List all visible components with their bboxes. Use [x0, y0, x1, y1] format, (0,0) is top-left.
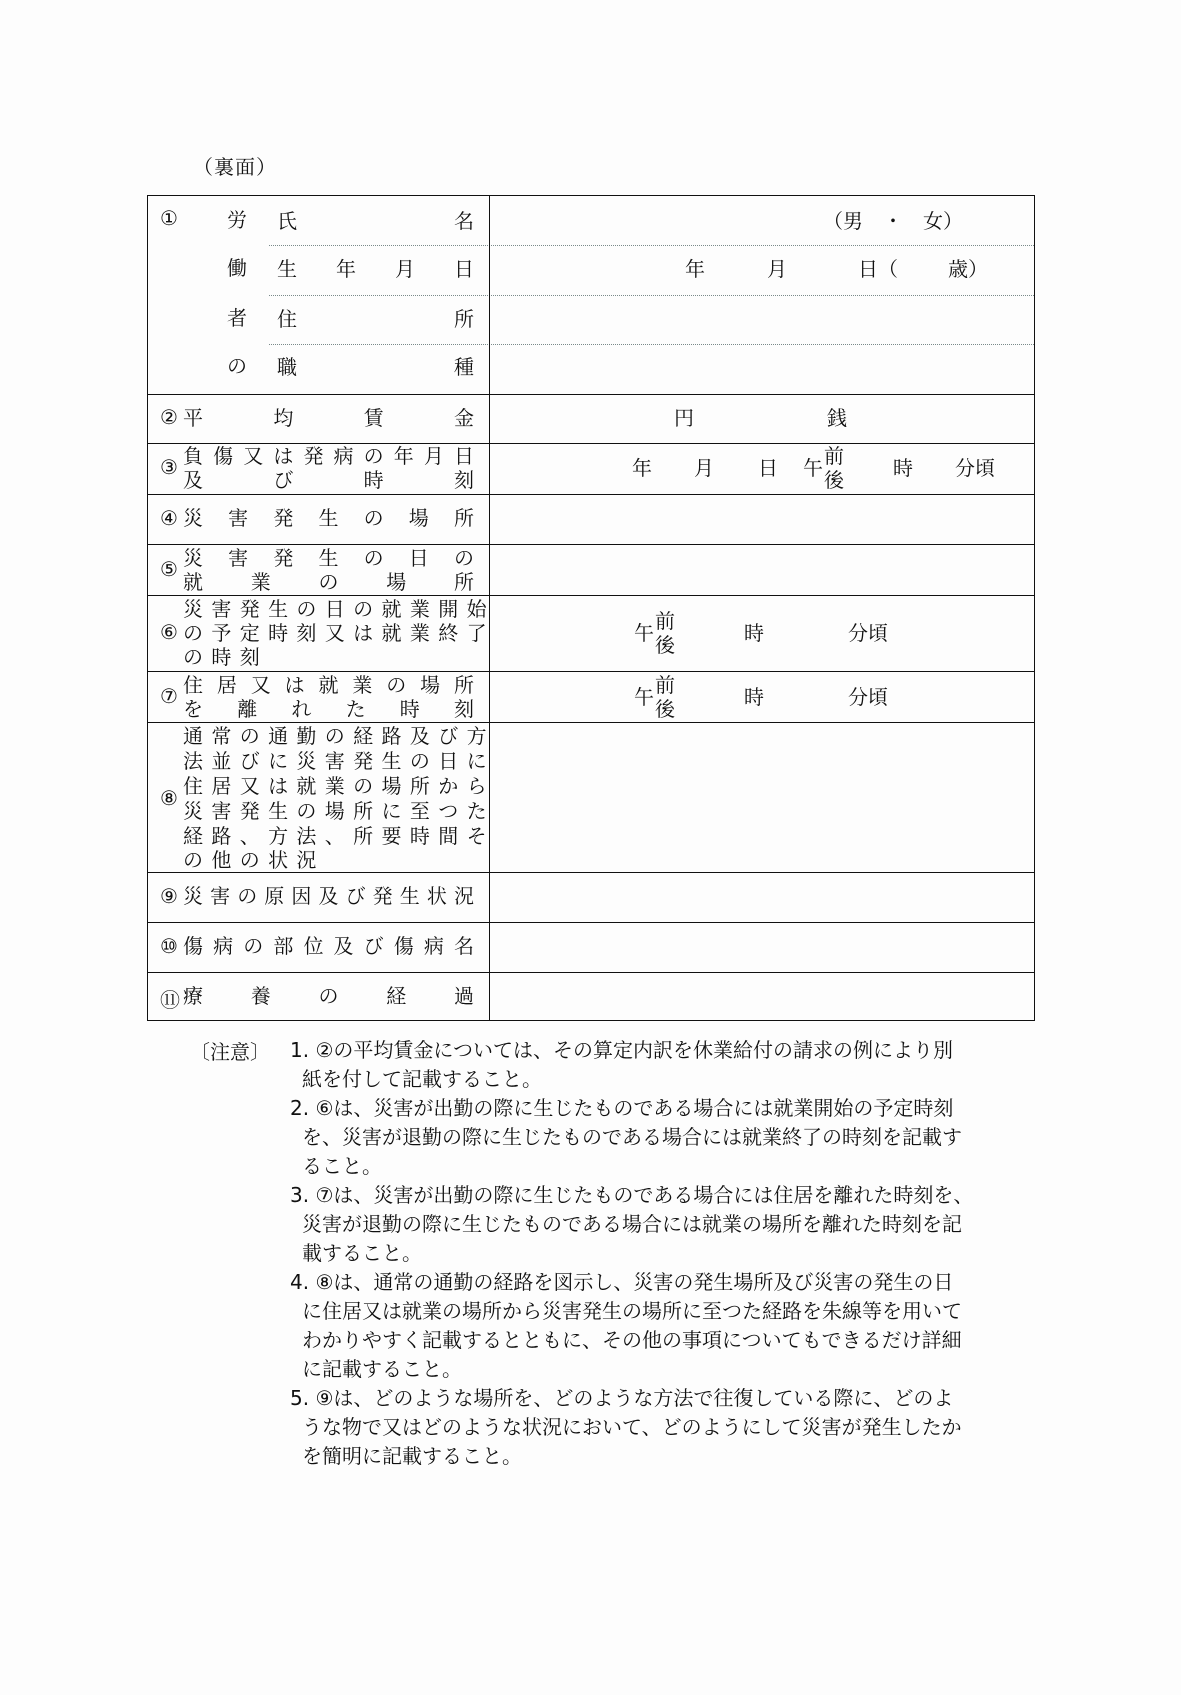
group-label-char: 者	[227, 306, 247, 330]
label-char: 刻	[453, 697, 474, 721]
label-char: び	[345, 884, 366, 908]
label-char: 傷	[393, 934, 414, 958]
accident-place-field[interactable]	[493, 496, 1023, 542]
label-line: 経 路 、 方 法 、 所 要 時 間 そ	[183, 824, 488, 848]
group-label-char: 労	[227, 208, 247, 232]
note-line: 4. ⑧は、通常の通勤の経路を図示し、災害の発生場所及び災害の発生の日	[290, 1270, 954, 1294]
label-char: 所	[454, 673, 474, 697]
ampm-prefix: 午	[634, 685, 654, 709]
row-divider	[148, 494, 1034, 495]
label-char: 所	[453, 506, 474, 530]
label-accident-place	[183, 506, 474, 530]
label-char: 月	[423, 444, 444, 468]
label-char: 養	[250, 984, 271, 1008]
label-char: 所	[454, 570, 474, 594]
cause-field[interactable]	[493, 874, 1023, 920]
note-item	[290, 1268, 1030, 1384]
note-line: 災害が退勤の際に生じたものである場合には就業の場所を離れた時刻を記	[302, 1212, 962, 1236]
label-char: た	[345, 697, 366, 721]
label-char: 災	[183, 884, 203, 908]
label-char: の	[363, 444, 384, 468]
label-char: 生	[318, 546, 339, 570]
note-line: に住居又は就業の場所から災害発生の場所に至つた経路を朱線等を用いて	[302, 1299, 962, 1323]
ampm-prefix: 午	[803, 456, 823, 480]
label-char: 種	[454, 355, 474, 379]
note-line: 載すること。	[302, 1241, 422, 1265]
hour-unit: 時	[744, 621, 764, 645]
label-line	[183, 673, 474, 697]
label-char: 害	[210, 884, 231, 908]
label-char: 療	[183, 984, 203, 1008]
label-char: 場	[408, 506, 429, 530]
accident-form-table	[147, 195, 1035, 1021]
label-char: 災	[183, 506, 203, 530]
workplace-field[interactable]	[493, 546, 1023, 592]
label-address	[277, 307, 474, 331]
label-char: 均	[273, 406, 294, 430]
section-number: ④	[160, 506, 178, 530]
note-line: を簡明に記載すること。	[302, 1444, 522, 1468]
hour-unit: 時	[893, 456, 913, 480]
label-char: 離	[237, 697, 258, 721]
dotted-divider	[269, 245, 1034, 246]
notes-label: 〔注意〕	[190, 1040, 270, 1064]
label-char: 位	[303, 934, 324, 958]
label-injury-site	[183, 934, 474, 958]
label-char: 就	[183, 570, 203, 594]
note-line: 2. ⑥は、災害が出勤の際に生じたものである場合には就業開始の予定時刻	[290, 1096, 954, 1120]
pm-option: 後	[824, 468, 844, 492]
label-char: 場	[420, 673, 441, 697]
label-char: の	[318, 570, 339, 594]
label-line: 災 害 発 生 の 場 所 に 至 つ た	[183, 799, 488, 823]
row-divider	[148, 394, 1034, 395]
section-number: ⑦	[160, 684, 178, 708]
label-char: 傷	[183, 934, 203, 958]
label-line	[183, 570, 474, 594]
label-char: 因	[291, 884, 312, 908]
label-char: 職	[277, 355, 297, 379]
hour-unit: 時	[744, 685, 764, 709]
label-char: 原	[264, 884, 285, 908]
page-side-label: （裏面）	[193, 155, 277, 179]
note-item	[290, 1036, 1030, 1094]
label-cause	[183, 884, 474, 908]
month-unit: 月	[767, 257, 787, 281]
row-divider	[148, 972, 1034, 973]
label-char: 部	[273, 934, 294, 958]
label-char: 発	[273, 546, 294, 570]
label-line	[183, 546, 474, 570]
label-char: 過	[454, 984, 474, 1008]
label-char: 金	[453, 406, 474, 430]
label-char: 日	[453, 444, 474, 468]
pm-option: 後	[655, 633, 675, 657]
label-char: 及	[183, 468, 203, 492]
label-line: の 予 定 時 刻 又 は 就 業 終 了	[183, 621, 488, 645]
row-divider	[148, 671, 1034, 672]
label-char: 所	[454, 307, 474, 331]
note-line: うな物で又はどのような状況において、どのようにして災害が発生したか	[302, 1415, 962, 1439]
note-line: ること。	[302, 1154, 382, 1178]
label-treatment-progress	[183, 984, 474, 1008]
note-line: を、災害が退勤の際に生じたものである場合には就業終了の時刻を記載す	[302, 1125, 962, 1149]
label-char: 年	[393, 444, 414, 468]
label-line: 法 並 び に 災 害 発 生 の 日 に	[183, 749, 488, 773]
treatment-progress-field[interactable]	[493, 974, 1023, 1020]
label-char: 及	[333, 934, 354, 958]
label-char: 業	[250, 570, 271, 594]
section-number: ⑧	[160, 786, 178, 810]
label-char: 年	[336, 257, 356, 281]
label-char: 住	[277, 307, 297, 331]
label-char: 害	[228, 546, 249, 570]
row-divider	[148, 872, 1034, 873]
label-char: 場	[386, 570, 407, 594]
label-name	[277, 209, 474, 233]
label-char: を	[183, 697, 203, 721]
minute-unit: 分頃	[848, 621, 888, 645]
day-unit: 日（	[858, 257, 898, 281]
label-char: 刻	[453, 468, 474, 492]
label-line: の 他 の 状 況	[183, 848, 318, 872]
label-char: 就	[318, 673, 339, 697]
pm-option: 後	[655, 697, 675, 721]
minute-unit: 分頃	[848, 685, 888, 709]
label-char: れ	[291, 697, 312, 721]
section-number: ⑪	[160, 988, 180, 1012]
label-char: の	[363, 546, 384, 570]
label-birthdate	[277, 257, 474, 281]
section-number: ⑤	[160, 557, 178, 581]
label-char: 時	[399, 697, 420, 721]
label-char: の	[318, 984, 339, 1008]
label-char: の	[453, 546, 474, 570]
label-char: 居	[216, 673, 237, 697]
label-occupation	[277, 355, 474, 379]
label-char: 業	[352, 673, 373, 697]
label-char: 発	[273, 506, 294, 530]
label-char: の	[363, 506, 384, 530]
label-char: 氏	[277, 209, 297, 233]
commute-route-field[interactable]	[493, 726, 1023, 866]
am-option: 前	[655, 609, 675, 633]
label-line: 災 害 発 生 の 日 の 就 業 開 始	[183, 597, 488, 621]
label-char: 月	[395, 257, 415, 281]
label-char: 名	[453, 934, 474, 958]
note-line: 5. ⑨は、どのような場所を、どのような方法で往復している際に、どのよ	[290, 1386, 954, 1410]
label-char: 状	[426, 884, 447, 908]
section-number: ⑩	[160, 934, 178, 958]
label-char: 発	[372, 884, 393, 908]
label-line: 通 常 の 通 勤 の 経 路 及 び 方	[183, 724, 488, 748]
yen-unit: 円	[674, 406, 694, 430]
label-char: 又	[250, 673, 271, 697]
note-line: 3. ⑦は、災害が出勤の際に生じたものである場合には住居を離れた時刻を、	[290, 1183, 974, 1207]
label-char: 名	[454, 209, 474, 233]
label-char: 況	[453, 884, 474, 908]
sex-field[interactable]: （男 ・ 女）	[823, 209, 963, 233]
age-unit: 歳）	[948, 257, 988, 281]
label-char: 病	[333, 444, 354, 468]
note-item	[290, 1181, 1030, 1268]
section-number: ①	[160, 206, 178, 230]
label-char: 傷	[213, 444, 234, 468]
label-char: の	[237, 884, 258, 908]
label-line: の 時 刻	[183, 645, 261, 669]
label-char: 日	[454, 257, 474, 281]
note-line: わかりやすく記載するとともに、その他の事項についてもできるだけ詳細	[302, 1328, 962, 1352]
am-option: 前	[655, 673, 675, 697]
column-divider	[489, 196, 490, 1020]
label-char: の	[386, 673, 407, 697]
label-char: 時	[363, 468, 384, 492]
label-char: 生	[318, 506, 339, 530]
day-unit: 日	[758, 456, 778, 480]
section-number: ⑨	[160, 884, 178, 908]
label-char: 生	[399, 884, 420, 908]
minute-unit: 分頃	[955, 456, 995, 480]
label-char: 日	[408, 546, 429, 570]
row-divider	[148, 544, 1034, 545]
label-char: 病	[423, 934, 444, 958]
label-char: び	[273, 468, 294, 492]
section-number: ②	[160, 405, 178, 429]
section-number: ③	[160, 455, 178, 479]
label-char: 発	[303, 444, 324, 468]
label-char: 及	[318, 884, 339, 908]
label-char: 災	[183, 546, 203, 570]
label-char: 負	[183, 444, 203, 468]
label-char: は	[284, 673, 305, 697]
occupation-field[interactable]	[493, 346, 1023, 392]
row-divider	[148, 922, 1034, 923]
group-label-char: 働	[227, 256, 247, 280]
am-option: 前	[824, 444, 844, 468]
label-char: 住	[183, 673, 203, 697]
injury-site-field[interactable]	[493, 924, 1023, 970]
year-unit: 年	[685, 257, 705, 281]
label-char: 賃	[363, 406, 384, 430]
label-line	[183, 468, 474, 492]
label-char: 平	[183, 406, 203, 430]
label-line	[183, 444, 474, 468]
label-char: 病	[213, 934, 234, 958]
note-line: 紙を付して記載すること。	[302, 1067, 542, 1091]
year-unit: 年	[632, 456, 652, 480]
month-unit: 月	[694, 456, 714, 480]
ampm-prefix: 午	[634, 621, 654, 645]
row-divider	[148, 595, 1034, 596]
label-char: 経	[386, 984, 407, 1008]
group-label-char: の	[227, 354, 247, 378]
address-field[interactable]	[493, 296, 1023, 342]
label-char: 生	[277, 257, 297, 281]
sen-unit: 銭	[827, 406, 847, 430]
note-item	[290, 1094, 1030, 1181]
note-item	[290, 1384, 1030, 1471]
row-divider	[148, 722, 1034, 723]
note-line: 1. ②の平均賃金については、その算定内訳を休業給付の請求の例により別	[290, 1038, 953, 1062]
label-char: は	[273, 444, 294, 468]
section-number: ⑥	[160, 620, 178, 644]
dotted-divider	[269, 344, 1034, 345]
label-char: び	[363, 934, 384, 958]
label-char: 又	[243, 444, 264, 468]
label-line	[183, 697, 474, 721]
note-line: に記載すること。	[302, 1357, 462, 1381]
label-char: の	[243, 934, 264, 958]
label-average-wage	[183, 406, 474, 430]
label-line: 住 居 又 は 就 業 の 場 所 か ら	[183, 774, 488, 798]
label-char: 害	[228, 506, 249, 530]
